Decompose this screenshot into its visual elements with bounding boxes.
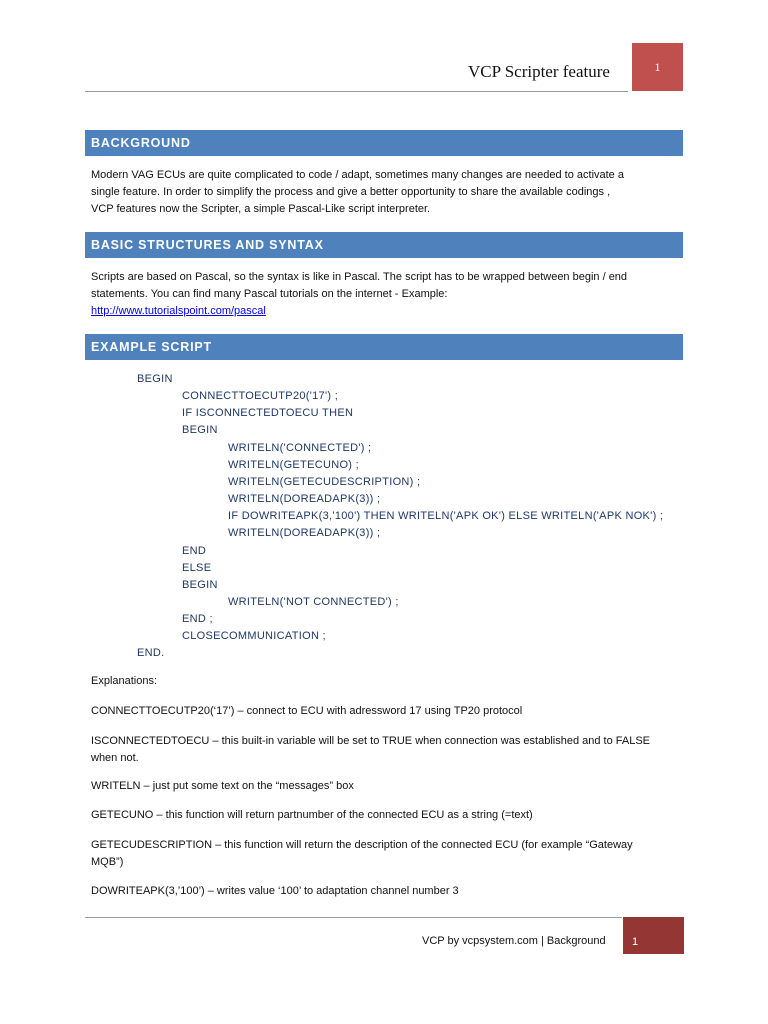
code-line: IF DOWRITEAPK(3,'100') THEN WRITELN('APK OK') ELSE WRITELN('APK NOK') ; bbox=[228, 510, 664, 523]
section-heading-example: EXAMPLE SCRIPT bbox=[85, 334, 683, 360]
code-line: WRITELN(GETECUNO) ; bbox=[228, 458, 359, 471]
paragraph-line: VCP features now the Scripter, a simple Pascal-Like script interpreter. bbox=[91, 203, 431, 215]
header-title: VCP Scripter feature bbox=[468, 62, 610, 81]
code-line: WRITELN(GETECUDESCRIPTION) ; bbox=[228, 475, 421, 488]
explanation-item: CONNECTTOECUTP20(‘17’) – connect to ECU with adressword 17 using TP20 protocol bbox=[91, 705, 523, 717]
syntax-paragraph bbox=[91, 269, 627, 320]
paragraph-line: Scripts are based on Pascal, so the syntax is like in Pascal. The script has to be wrapped between begin / end bbox=[91, 271, 628, 283]
code-line: ELSE bbox=[182, 561, 212, 574]
explanation-item: WRITELN – just put some text on the “messages” box bbox=[91, 780, 354, 792]
code-line: WRITELN('CONNECTED') ; bbox=[228, 441, 372, 454]
tutorial-link[interactable]: http://www.tutorialspoint.com/pascal bbox=[91, 305, 266, 317]
code-line: WRITELN('NOT CONNECTED') ; bbox=[228, 595, 399, 608]
code-line: BEGIN bbox=[182, 578, 218, 591]
footer-page-number: 1 bbox=[623, 917, 684, 954]
explanation-item: MQB”) bbox=[91, 856, 124, 868]
explanation-item: GETECUNO – this function will return partnumber of the connected ECU as a string (=text) bbox=[91, 809, 533, 821]
background-paragraph bbox=[91, 167, 624, 218]
code-line: WRITELN(DOREADAPK(3)) ; bbox=[228, 527, 381, 540]
header-page-number: 1 bbox=[632, 43, 683, 91]
section-heading-syntax: BASIC STRUCTURES AND SYNTAX bbox=[85, 232, 683, 258]
code-line: END ; bbox=[182, 613, 213, 626]
code-line: IF ISCONNECTEDTOECU THEN bbox=[182, 407, 354, 420]
section-heading-background: BACKGROUND bbox=[85, 130, 683, 156]
paragraph-line: single feature. In order to simplify the process and give a better opportunity to share the available codings , bbox=[91, 186, 611, 198]
explanation-item: GETECUDESCRIPTION – this function will return the description of the connected ECU (for example “Gateway bbox=[91, 839, 633, 851]
code-line: CONNECTTOECUTP20('17') ; bbox=[182, 390, 339, 403]
code-line: CLOSECOMMUNICATION ; bbox=[182, 630, 326, 643]
code-line: END. bbox=[137, 647, 165, 660]
code-line: END bbox=[182, 544, 207, 557]
footer-text: VCP by vcpsystem.com | Background bbox=[422, 935, 606, 947]
explanation-item: DOWRITEAPK(3,’100’) – writes value ‘100’ to adaptation channel number 3 bbox=[91, 885, 459, 897]
paragraph-line: Modern VAG ECUs are quite complicated to code / adapt, sometimes many changes are needed to activate a bbox=[91, 169, 624, 181]
footer-divider bbox=[85, 917, 622, 918]
header-divider bbox=[85, 91, 628, 92]
code-line: BEGIN bbox=[137, 373, 173, 385]
code-line: WRITELN(DOREADAPK(3)) ; bbox=[228, 493, 381, 506]
explanation-item: ISCONNECTEDTOECU – this built-in variable will be set to TRUE when connection was established and to FALSE bbox=[91, 735, 651, 747]
code-line: BEGIN bbox=[182, 424, 218, 437]
paragraph-line: statements. You can find many Pascal tutorials on the internet - Example: bbox=[91, 288, 448, 300]
explanation-item: when not. bbox=[91, 752, 139, 764]
explanations-title: Explanations: bbox=[91, 675, 158, 687]
